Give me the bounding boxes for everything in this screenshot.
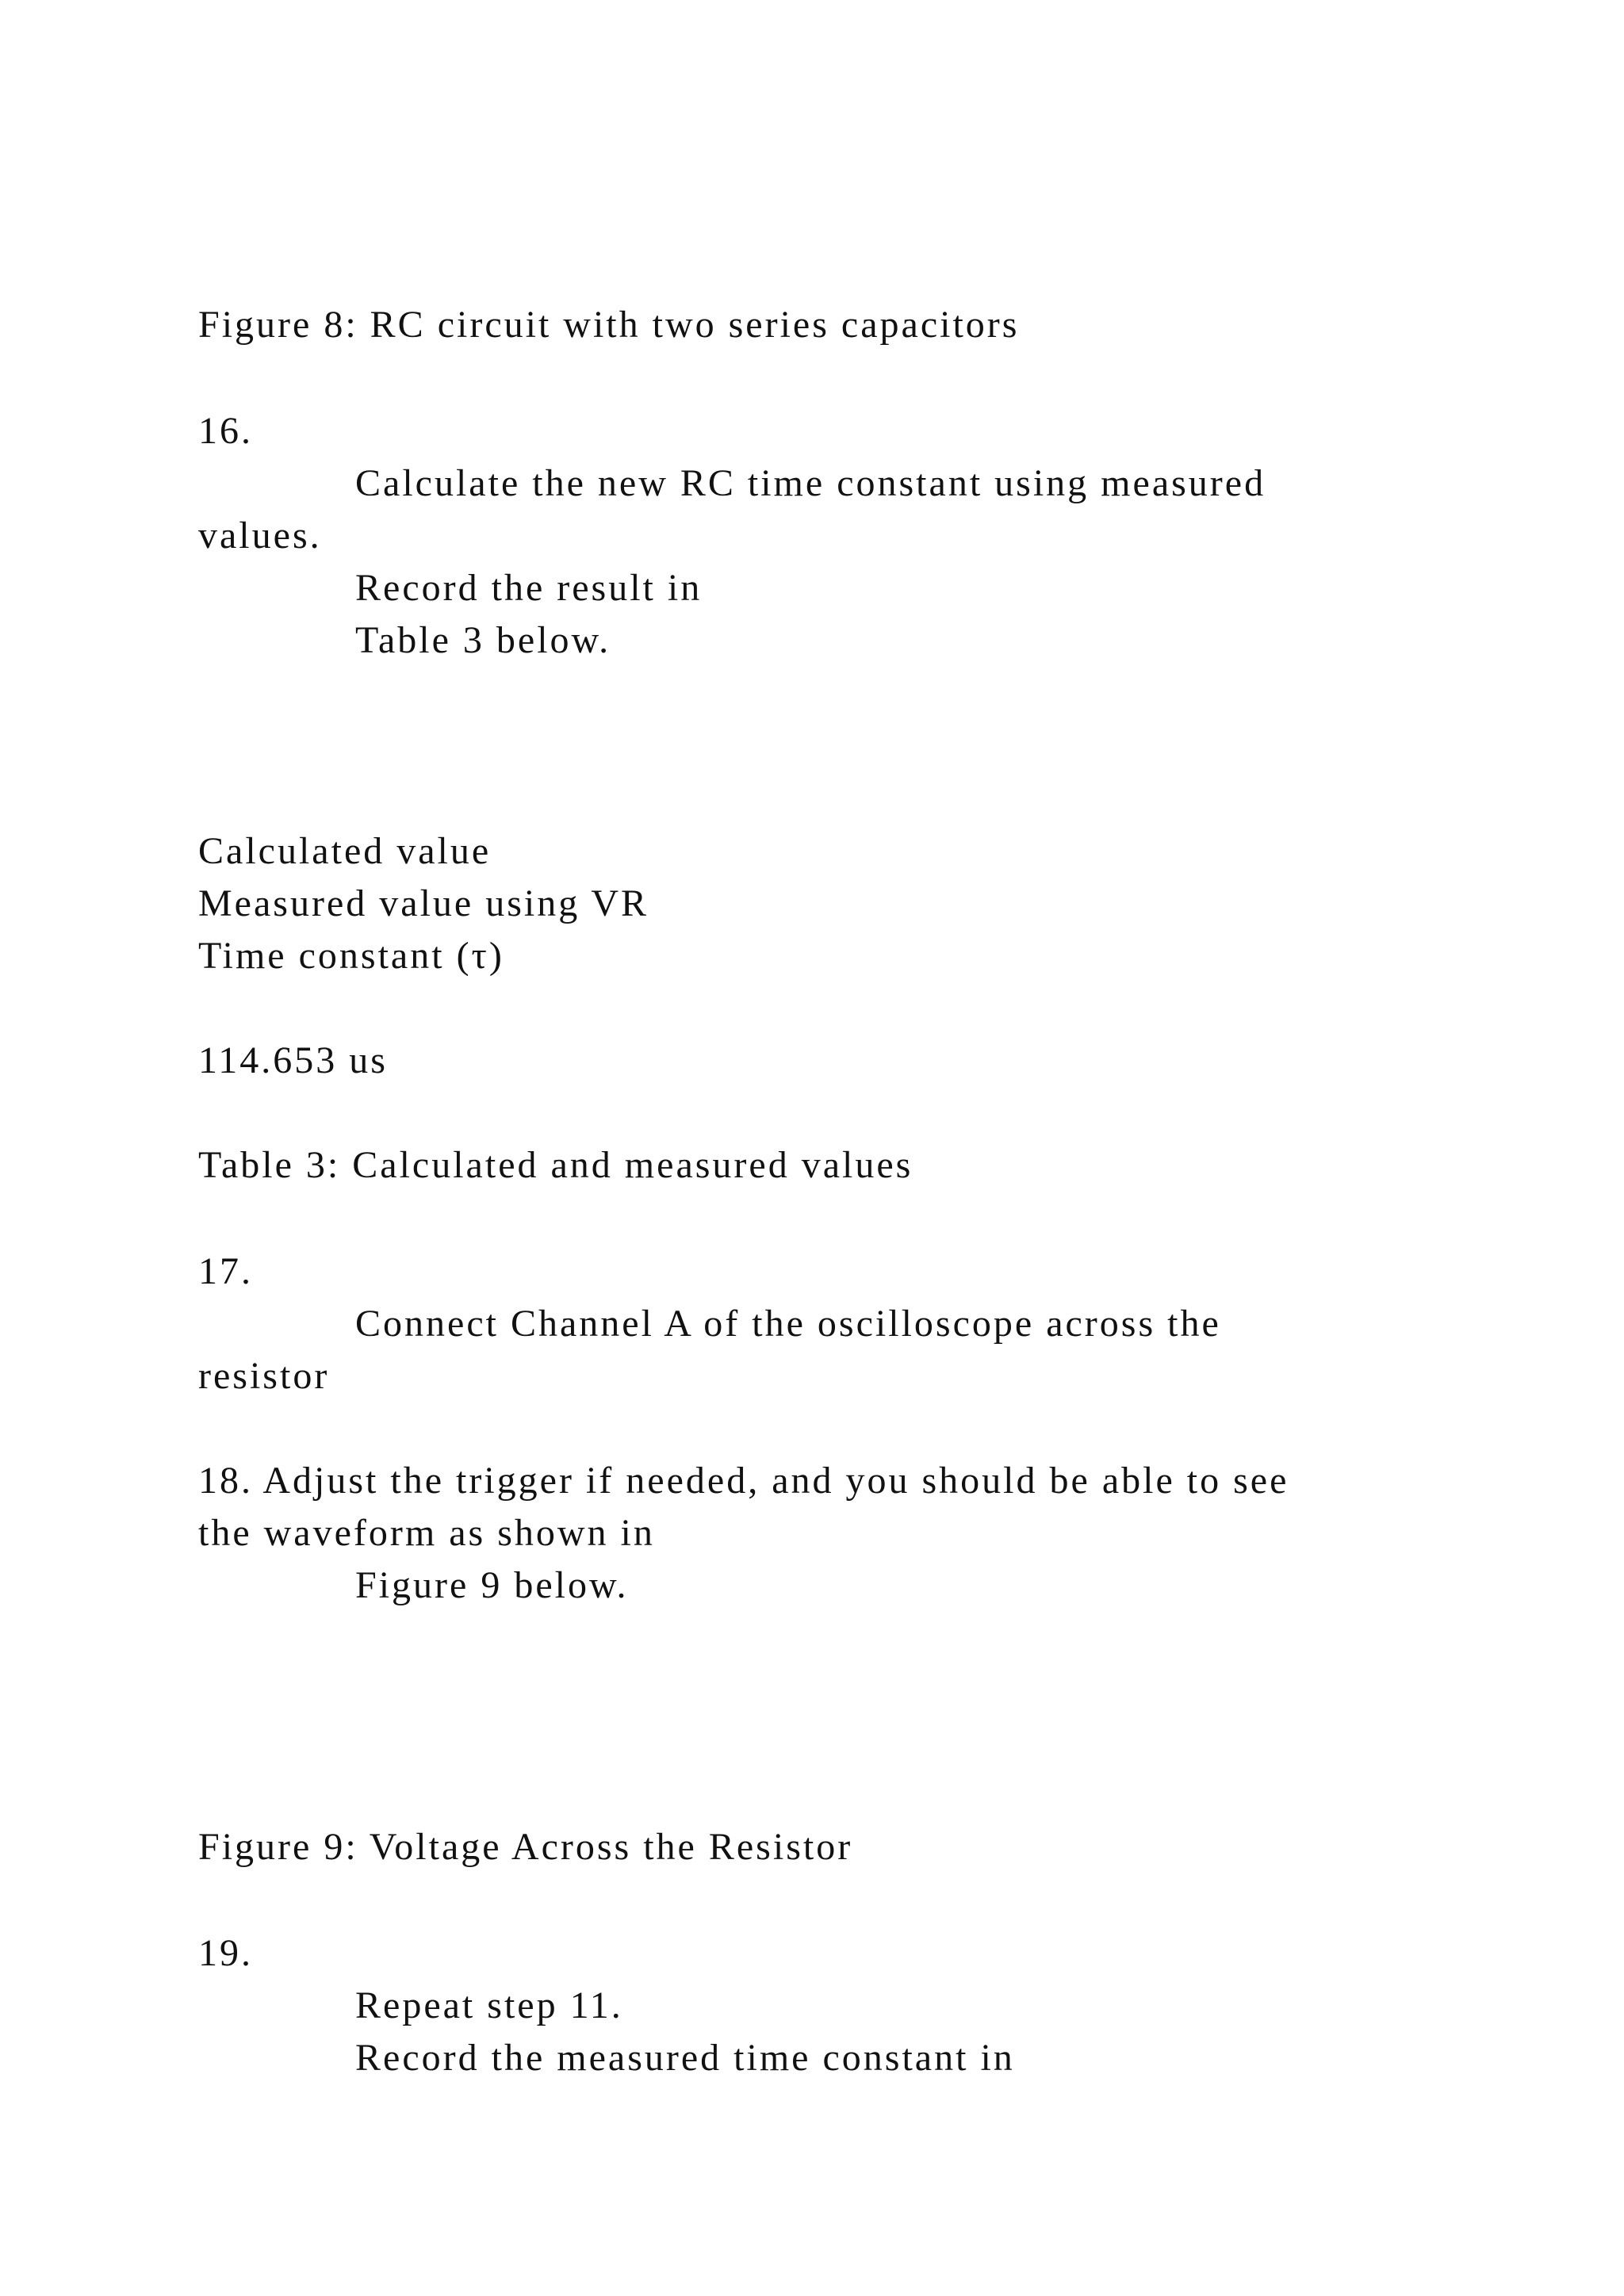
step-16-text-line-3: Record the result in (355, 567, 703, 609)
step-19-text-line-2: Record the measured time constant in (355, 2037, 1015, 2079)
figure-9-caption: Figure 9: Voltage Across the Resistor (198, 1826, 853, 1868)
table-3-header-measured: Measured value using VR (198, 882, 649, 924)
step-18-text-line-3: Figure 9 below. (355, 1564, 629, 1606)
step-17-text-line-1: Connect Channel A of the oscilloscope across the (355, 1303, 1221, 1345)
step-16-number: 16. (198, 410, 253, 452)
figure-8-caption: Figure 8: RC circuit with two series capacitors (198, 304, 1020, 346)
step-16-text-line-1: Calculate the new RC time constant using measured (355, 462, 1266, 504)
step-19-text-line-1: Repeat step 11. (355, 1984, 623, 2026)
table-3-header-calculated: Calculated value (198, 830, 492, 872)
step-18-text-line-2: the waveform as shown in (198, 1512, 655, 1554)
step-17-text-line-2: resistor (198, 1355, 330, 1397)
table-3-row-label: Time constant (τ) (198, 935, 504, 977)
table-3-calculated-value: 114.653 us (198, 1039, 388, 1081)
step-18-text-line-1: 18. Adjust the trigger if needed, and you should be able to see (198, 1460, 1289, 1502)
step-16-text-line-4: Table 3 below. (355, 619, 611, 661)
step-19-number: 19. (198, 1932, 253, 1974)
table-3-caption: Table 3: Calculated and measured values (198, 1144, 914, 1186)
step-17-number: 17. (198, 1250, 253, 1292)
step-16-text-line-2: values. (198, 515, 322, 557)
